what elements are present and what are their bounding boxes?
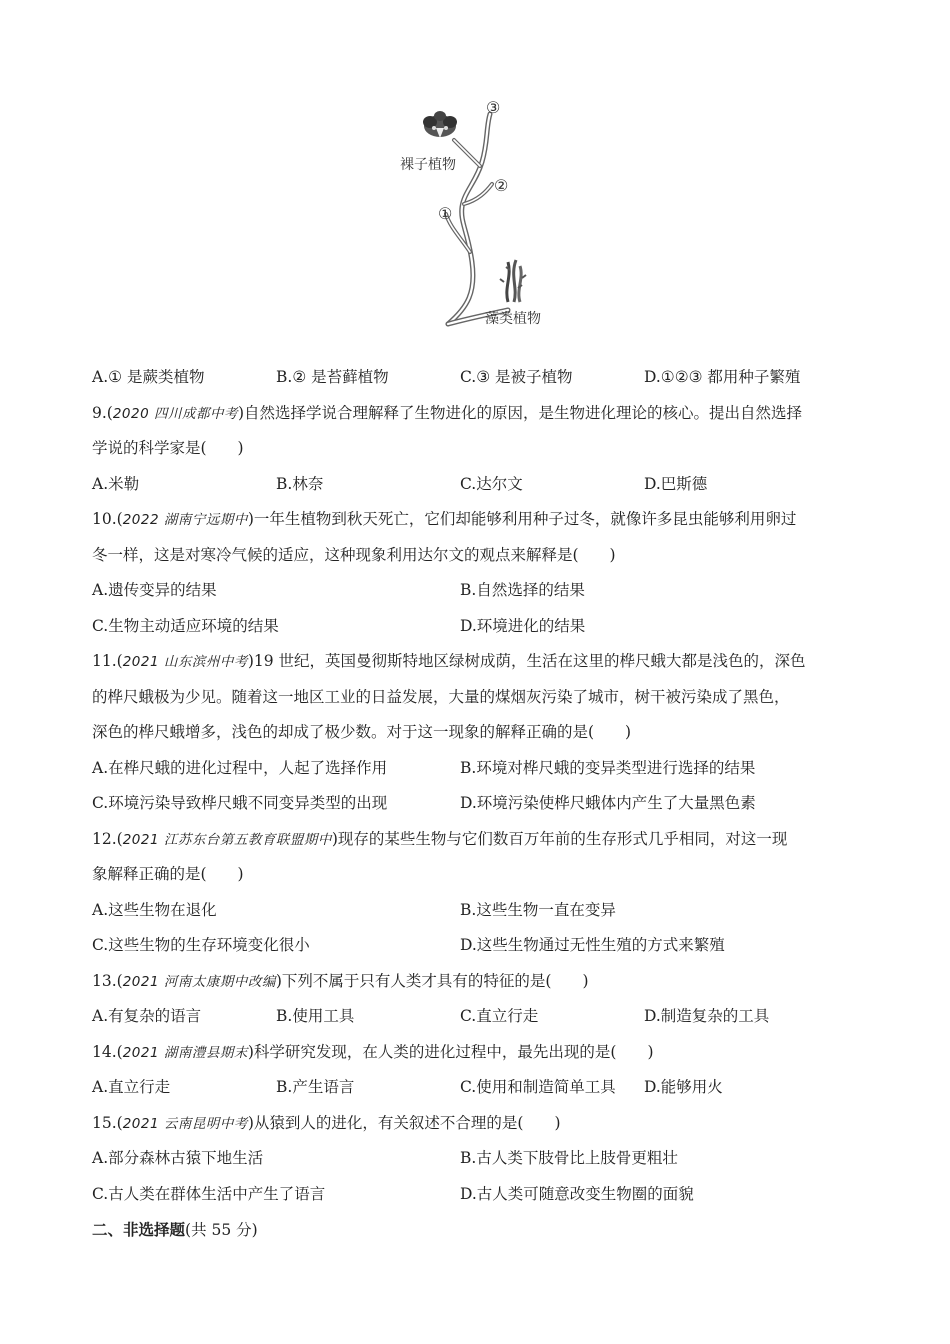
q11-option-b: B.环境对桦尺蛾的变异类型进行选择的结果 <box>460 758 756 777</box>
q14-option-d: D.能够用火 <box>644 1078 723 1096</box>
q11-options-row1 <box>92 751 862 787</box>
evolution-tree-figure <box>390 92 560 332</box>
q11-options-row2 <box>92 786 862 822</box>
q15-source: 2021 云南昆明中考 <box>122 1115 248 1132</box>
q13-stem-line1: 13.(2021 河南太康期中改编)下列不属于只有人类才具有的特征的是( ) <box>92 971 589 990</box>
q9-option-a: A.米勒 <box>92 474 140 493</box>
q11-option-d: D.环境污染使桦尺蛾体内产生了大量黑色素 <box>460 794 756 812</box>
mark-2: ② <box>494 176 509 195</box>
label-algae: 藻类植物 <box>485 311 541 327</box>
q15-options-row1 <box>92 1141 862 1177</box>
q13-option-c: C.直立行走 <box>460 1007 539 1025</box>
q12-stem-line2: 象解释正确的是( ) <box>92 865 244 883</box>
q13-option-d: D.制造复杂的工具 <box>644 1007 770 1025</box>
q14-option-c: C.使用和制造简单工具 <box>460 1078 616 1096</box>
q10-source: 2022 湖南宁远期中 <box>122 512 248 528</box>
q11-source: 2021 山东滨州中考 <box>122 654 248 670</box>
q9-stem-line1: 9.(2020 四川成都中考)自然选择学说合理解释了生物进化的原因，是生物进化理论的核心。提出自然选择 <box>92 403 803 422</box>
q13-options <box>92 999 862 1035</box>
q12-option-a: A.这些生物在退化 <box>92 900 217 919</box>
q13-source: 2021 河南太康期中改编 <box>122 973 276 990</box>
q13-option-b: B.使用工具 <box>276 1007 355 1025</box>
q11-stem-line1: 11.(2021 山东滨州中考)19 世纪，英国曼彻斯特地区绿树成荫，生活在这里的桦尺蛾大都是浅色的，深色 <box>92 652 806 670</box>
q9-option-b: B.林奈 <box>276 474 324 493</box>
q10-option-c: C.生物主动适应环境的结果 <box>92 616 279 635</box>
label-gymnosperm: 裸子植物 <box>400 157 456 173</box>
q14-option-b: B.产生语言 <box>276 1078 355 1096</box>
q10-stem-line1: 10.(2022 湖南宁远期中)一年生植物到秋天死亡，它们却能够利用种子过冬，就像许多昆虫能够利用卵过 <box>92 510 797 528</box>
q12-options-row1 <box>92 893 862 929</box>
q9-stem-line2: 学说的科学家是( ) <box>92 439 244 457</box>
section-2-heading <box>92 1212 862 1248</box>
q15-options-row2 <box>92 1177 862 1213</box>
q12-option-b: B.这些生物一直在变异 <box>460 900 616 919</box>
section-2-title: 二、非选择题 <box>92 1220 186 1239</box>
q10-option-a: A.遗传变异的结果 <box>92 581 217 599</box>
q11-option-a: A.在桦尺蛾的进化过程中，人起了选择作用 <box>92 758 388 777</box>
q12-options-row2 <box>92 928 862 964</box>
section-2-score: (共 55 分) <box>185 1221 258 1239</box>
q15-option-b: B.古人类下肢骨比上肢骨更粗壮 <box>460 1149 678 1167</box>
q12-source: 2021 江苏东台第五教育联盟期中 <box>122 831 332 848</box>
algae-icon <box>500 260 526 302</box>
q8-option-a: A.① 是蕨类植物 <box>92 368 205 386</box>
mark-3: ③ <box>486 98 501 117</box>
q11-option-c: C.环境污染导致桦尺蛾不同变异类型的出现 <box>92 794 388 812</box>
mark-1: ① <box>438 204 453 223</box>
q14-options <box>92 1070 862 1106</box>
q13-option-a: A.有复杂的语言 <box>92 1007 202 1025</box>
gymnosperm-icon <box>423 111 457 138</box>
q15-option-d: D.古人类可随意改变生物圈的面貌 <box>460 1184 694 1203</box>
q8-option-c: C.③ 是被子植物 <box>460 368 573 386</box>
q8-option-d: D.①②③ 都用种子繁殖 <box>644 368 801 386</box>
q10-options-row2 <box>92 609 862 645</box>
q15-option-a: A.部分森林古猿下地生活 <box>92 1149 264 1167</box>
q9-option-c: C.达尔文 <box>460 474 523 493</box>
q12-option-d: D.这些生物通过无性生殖的方式来繁殖 <box>460 936 725 954</box>
question-list <box>92 360 862 1248</box>
q10-stem-line2: 冬一样，这是对寒冷气候的适应，这种现象利用达尔文的观点来解释是( ) <box>92 545 616 564</box>
q9-option-d: D.巴斯德 <box>644 474 708 493</box>
q14-source: 2021 湖南澧县期末 <box>122 1044 248 1061</box>
q11-stem-line3: 深色的桦尺蛾增多，浅色的却成了极少数。对于这一现象的解释正确的是( ) <box>92 723 632 741</box>
plant-evolution-tree-diagram <box>390 92 560 332</box>
q15-stem-line1: 15.(2021 云南昆明中考)从猿到人的进化，有关叙述不合理的是( ) <box>92 1113 561 1132</box>
q14-option-a: A.直立行走 <box>92 1078 171 1096</box>
q12-option-c: C.这些生物的生存环境变化很小 <box>92 936 310 954</box>
q15-option-c: C.古人类在群体生活中产生了语言 <box>92 1184 326 1203</box>
q11-stem-line2: 的桦尺蛾极为少见。随着这一地区工业的日益发展，大量的煤烟灰污染了城市，树干被污染成了黑色， <box>92 687 790 706</box>
q10-options-row1 <box>92 573 862 609</box>
q9-source: 2020 四川成都中考 <box>112 405 238 422</box>
q14-stem-line1: 14.(2021 湖南澧县期末)科学研究发现，在人类的进化过程中，最先出现的是( ) <box>92 1042 654 1061</box>
q10-option-d: D.环境进化的结果 <box>460 616 586 635</box>
q10-option-b: B.自然选择的结果 <box>460 581 585 599</box>
q8-option-b: B.② 是苔藓植物 <box>276 368 389 386</box>
q12-stem-line1: 12.(2021 江苏东台第五教育联盟期中)现存的某些生物与它们数百万年前的生存形式几乎相同，对这一现 <box>92 829 788 848</box>
q9-options <box>92 467 862 503</box>
q8-options <box>92 360 862 396</box>
